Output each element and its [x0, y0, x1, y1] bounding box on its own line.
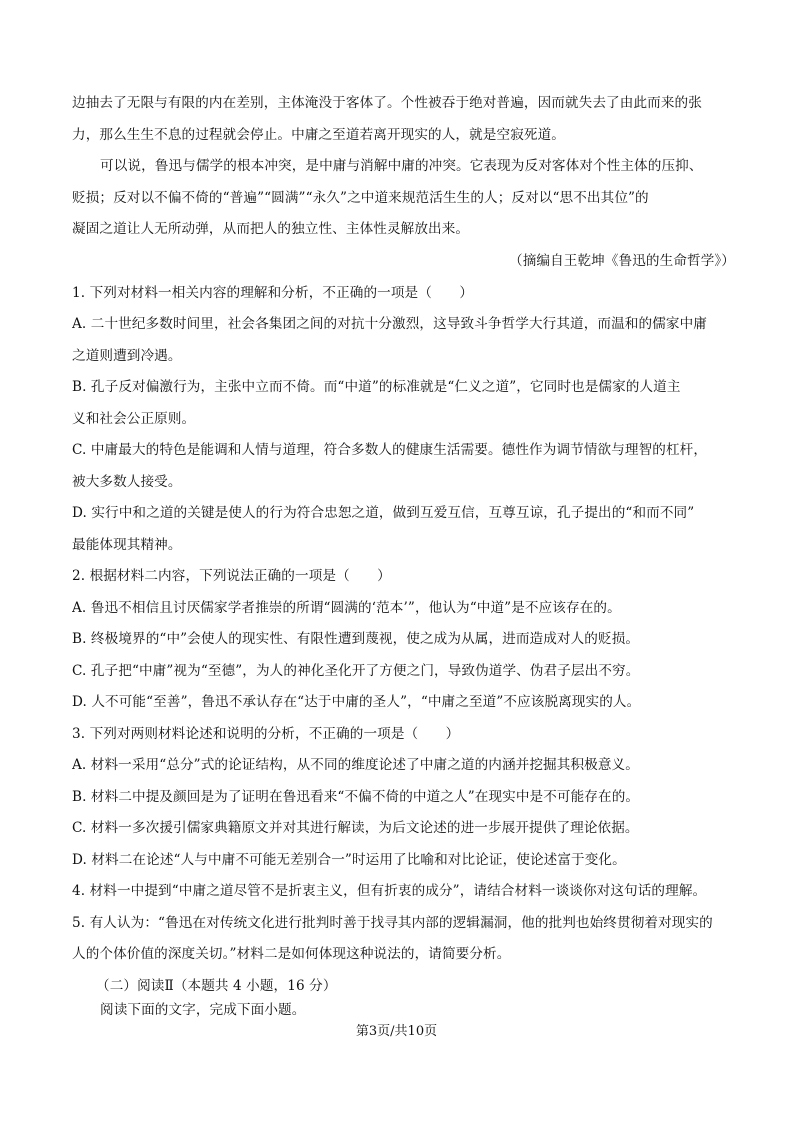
- option-1d: D. 实行中和之道的关键是使人的行为符合忠恕之道，做到互爱互信，互尊互谅，孔子提出的“和而不同”: [72, 505, 695, 521]
- question-stem-2: 2. 根据材料二内容，下列说法正确的一项是（ ）: [72, 568, 391, 584]
- option-3b: B. 材料二中提及颜回是为了证明在鲁迅看来“不偏不倚的中道之人”在现实中是不可能存在的。: [72, 789, 640, 805]
- option-1a: A. 二十世纪多数时间里，社会各集团之间的对抗十分激烈，这导致斗争哲学大行其道，而温和的儒家中庸: [72, 316, 707, 332]
- option-3d: D. 材料二在论述“人与中庸不可能无差别合一”时运用了比喻和对比论证，使论述富于变化。: [72, 852, 626, 868]
- option-3a: A. 材料一采用“总分”式的论证结构，从不同的维度论述了中庸之道的内涵并挖掘其积极意义。: [72, 757, 639, 773]
- option-1d-cont: 最能体现其精神。: [72, 537, 182, 553]
- passage-line: 边抽去了无限与有限的内在差别，主体淹没于客体了。个性被吞于绝对普遍，因而就失去了由此而来的张: [72, 95, 702, 111]
- option-1c: C. 中庸最大的特色是能调和人情与道理，符合多数人的健康生活需要。德性作为调节情欲与理智的杠杆，: [72, 442, 708, 458]
- passage-line: 可以说，鲁迅与儒学的根本冲突，是中庸与消解中庸的冲突。它表现为反对客体对个性主体的压抑、: [100, 158, 703, 174]
- passage-source: （摘编自王乾坤《鲁迅的生命哲学》）: [509, 253, 735, 269]
- option-1a-cont: 之道则遭到冷遇。: [72, 348, 182, 364]
- option-2b: B. 终极境界的“中”会使人的现实性、有限性遭到蔑视，使之成为从属，进而造成对人的贬损。: [72, 631, 640, 647]
- option-1b: B. 孔子反对偏激行为，主张中立而不倚。而“中道”的标准就是“仁义之道”，它同时也是儒家的人道主: [72, 379, 681, 395]
- question-stem-5-cont: 人的个体价值的深度关切。”材料二是如何体现这种说法的，请简要分析。: [72, 946, 511, 962]
- page-number: 第3页/共10页: [355, 1024, 438, 1039]
- question-stem-3: 3. 下列对两则材料论述和说明的分析，不正确的一项是（ ）: [72, 726, 460, 742]
- question-stem-5: 5. 有人认为：“鲁迅在对传统文化进行批判时善于找寻其内部的逻辑漏洞，他的批判也始终贯彻着对现实的: [72, 915, 713, 931]
- option-1c-cont: 被大多数人接受。: [72, 474, 182, 490]
- option-2d: D. 人不可能“至善”，鲁迅不承认存在“达于中庸的圣人”，“中庸之至道”不应该脱离现实的人。: [72, 694, 641, 710]
- passage-line: 凝固之道让人无所动弹，从而把人的独立性、主体性灵解放出来。: [72, 221, 470, 237]
- question-stem-4: 4. 材料一中提到“中庸之道尽管不是折衷主义，但有折衷的成分”，请结合材料一谈谈你对这句话的理解。: [72, 883, 707, 899]
- option-1b-cont: 义和社会公正原则。: [72, 411, 196, 427]
- option-2a: A. 鲁迅不相信且讨厌儒家学者推崇的所谓“圆满的‘范本’”，他认为“中道”是不应该存在的。: [72, 600, 621, 616]
- option-3c: C. 材料一多次援引儒家典籍原文并对其进行解读，为后文论述的进一步展开提供了理论依据。: [72, 820, 639, 836]
- section-instruction: 阅读下面的文字，完成下面小题。: [100, 1002, 306, 1018]
- passage-line: 贬损；反对以不偏不倚的“普遍”“圆满”“永久”之中道来规范活生生的人；反对以“思不出其位”的: [72, 190, 649, 206]
- passage-line: 力，那么生生不息的过程就会停止。中庸之至道若离开现实的人，就是空寂死道。: [72, 127, 565, 143]
- option-2c: C. 孔子把“中庸”视为“至德”，为人的神化圣化开了方便之门，导致伪道学、伪君子层出不穷。: [72, 663, 640, 679]
- section-heading: （二）阅读Ⅱ（本题共 4 小题，16 分）: [96, 978, 337, 994]
- question-stem-1: 1. 下列对材料一相关内容的理解和分析，不正确的一项是（ ）: [72, 285, 474, 301]
